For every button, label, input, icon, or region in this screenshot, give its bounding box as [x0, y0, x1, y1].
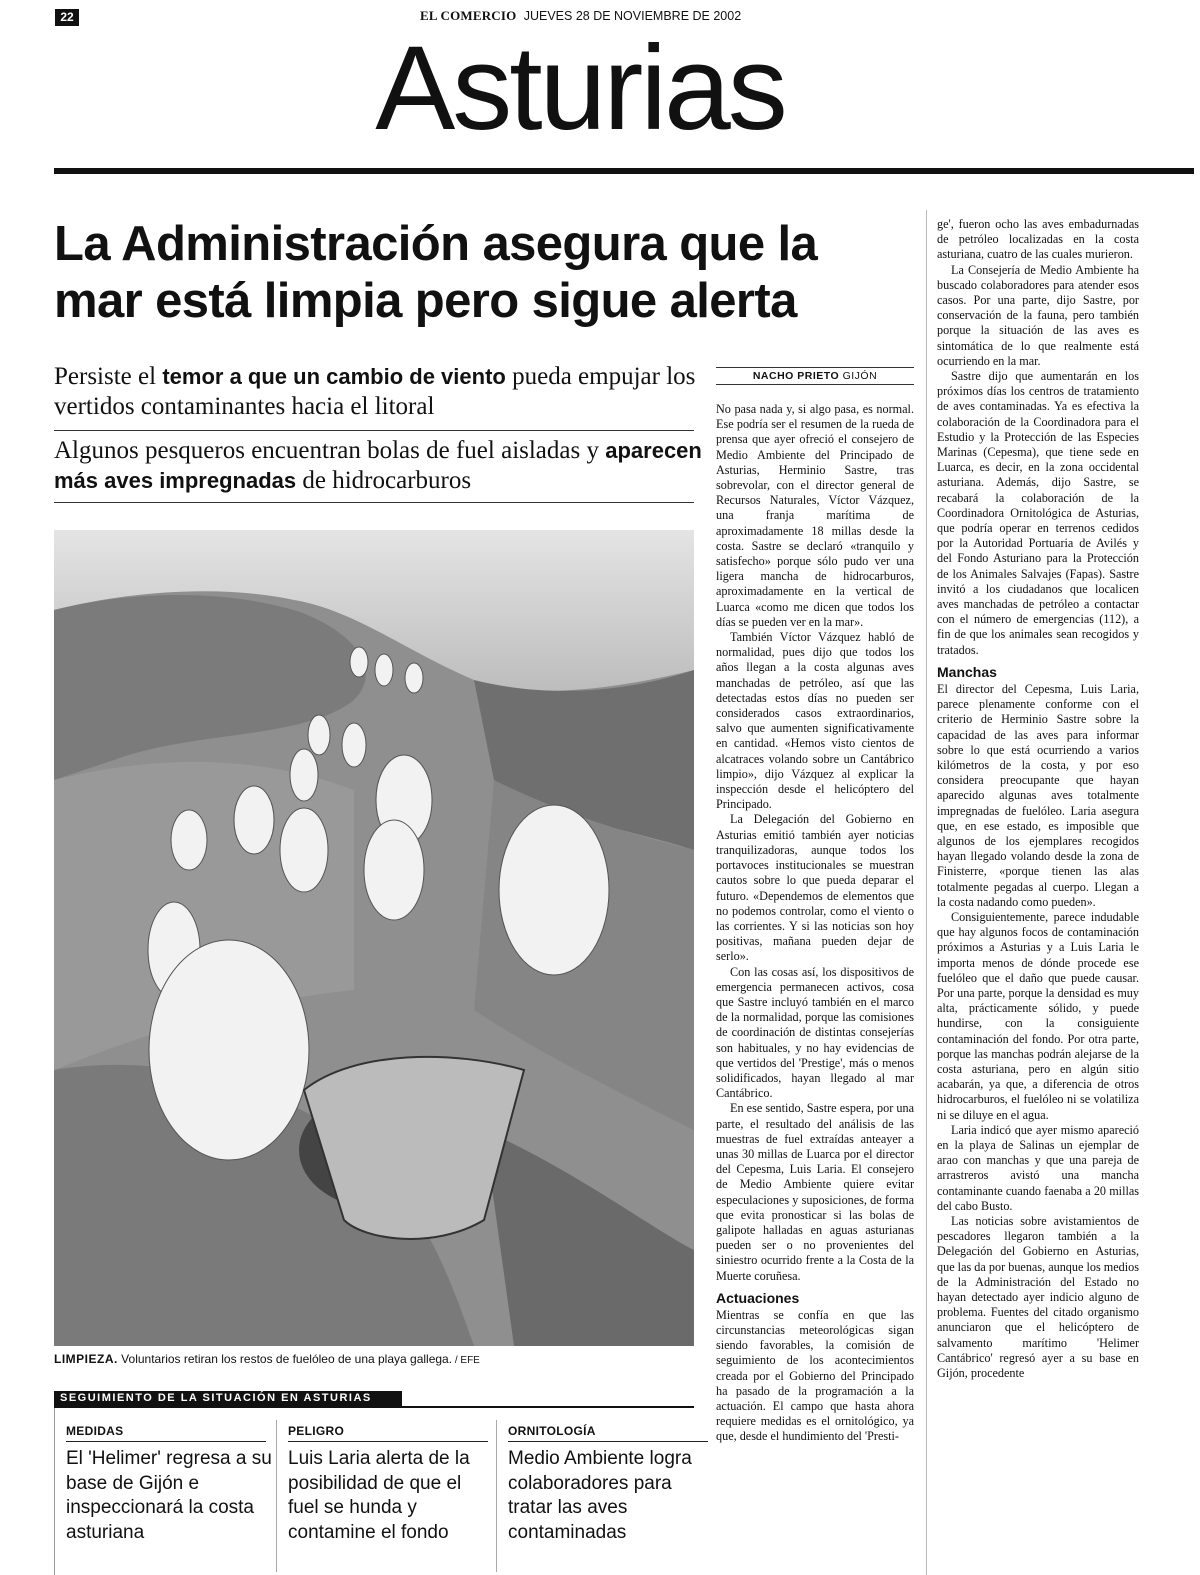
subheadline-divider	[54, 430, 694, 431]
photo-illustration	[54, 530, 694, 1346]
article-column-2	[937, 217, 1139, 1575]
related-item-kicker: MEDIDAS	[66, 1424, 266, 1442]
section-rule	[54, 168, 1194, 174]
related-item-peligro[interactable]	[288, 1424, 500, 1545]
subhead-manchas: Manchas	[937, 663, 997, 680]
column-rule	[926, 210, 927, 1575]
subhead-actuaciones: Actuaciones	[716, 1289, 800, 1306]
section-title: Asturias	[375, 21, 785, 155]
subheadline-2: Algunos pesqueros encuentran bolas de fuel aisladas y aparecen más aves impregnadas de hidrocarburos	[54, 437, 702, 494]
body-paragraph: Sastre dijo que aumentarán en los próximos días los centros de tratamiento de aves contaminadas. Ya es efectiva la colaboración de la Coordinadora para el Estudio y la Protección de las Especies Marinas (Cepesma), que tiene sede en Luarca, es decir, en la zona occidental asturiana. Además, dijo Sastre, se recabará la colaboración de la Coordinadora Ornitológica de Asturias, que podría operar en terrenos cedidos por la Autoridad Portuaria de Avilés y del Fondo Asturiano para la Protección de los Animales Salvajes (Fapas). Sastre invitó a los ciudadanos que localicen aves manchadas de petróleo a contactar con el número de emergencias (112), a fin de que los animales sean recogidos y tratados.	[937, 369, 1139, 657]
body-paragraph: En ese sentido, Sastre espera, por una parte, el resultado del análisis de las muestras de fuel extraídas anteayer a unas 30 millas de Luarca por el director del Cepesma, Luis Laria. El consejero de Medio Ambiente quiere evitar especulaciones y suposiciones, de forma que evita pronosticar si las bolas de galipote halladas en aguas asturianas pueden ser o no provenientes del siniestro ocurrido frente a la Costa de la Muerte coruñesa.	[716, 1101, 914, 1283]
related-item-kicker: ORNITOLOGÍA	[508, 1424, 708, 1442]
related-box-divider	[496, 1420, 497, 1572]
news-photo	[54, 530, 694, 1346]
article-headline: La Administración asegura que la mar está limpia pero sigue alerta	[54, 217, 818, 328]
body-paragraph: No pasa nada y, si algo pasa, es normal. Ese podría ser el resumen de la rueda de prensa que ayer ofreció el consejero de Medio Ambiente del Principado de Asturias, Herminio Sastre, tras sobrevolar, con el director general de Recursos Naturales, Víctor Vázquez, una franja marítima de aproximadamente 18 millas desde la costa. Sastre se declaró «tranquilo y satisfecho» porque sólo pudo ver una ligera mancha de hidrocarburos, aproximadamente en la vertical de Luarca «como me dicen que todos los días se pueden ver en la mar».	[716, 402, 914, 629]
subheadline-bottom-rule	[54, 502, 694, 503]
related-item-ornitologia[interactable]	[508, 1424, 720, 1545]
byline	[716, 367, 914, 385]
body-paragraph: Las noticias sobre avistamientos de pescadores llegaron también a la Delegación del Gobierno en Asturias, que las da por buenas, aunque los medios de la Administración del Estado no hayan detectado ayer indicio alguno de problema. Fuentes del citado organismo anunciaron que el helicóptero de salvamento marítimo 'Helimer Cantábrico' regresó ayer a su base en Gijón, procedente	[937, 1214, 1139, 1381]
body-paragraph: El director del Cepesma, Luis Laria, parece plenamente conforme con el criterio de Herminio Sastre sobre la capacidad de las aves para informar sobre lo que está ocurriendo a varios kilómetros de la costa, y por eso considera preocupante que hayan aparecido algunas aves totalmente impregnadas de fuelóleo. Laria asegura que, en ese estado, es imposible que algunos de los ejemplares recogidos hayan llegado volando desde la zona de Finisterre, «porque tienen las alas totalmente pegadas al cuerpo. Llegan a la costa nadando como pueden».	[937, 681, 1139, 909]
related-item-title[interactable]: Luis Laria alerta de la posibilidad de que el fuel se hunda y contamine el fondo	[288, 1448, 470, 1543]
body-paragraph: También Víctor Vázquez habló de normalidad, pues dijo que todos los años llegan a la costa algunas aves manchadas de petróleo, así que las detectadas estos días no pueden ser considerados casos extraordinarios, salvo que aumenten significativamente en cantidad. «Hemos visto cientos de alcatraces volando sobre un Cantábrico limpio», dijo Vázquez al explicar la inspección desde el helicóptero del Principado.	[716, 630, 914, 812]
caption-text: Voluntarios retiran los restos de fuelóleo de una playa gallega.	[117, 1352, 453, 1366]
subheadline-1-emphasis: temor a que un cambio de viento	[162, 364, 506, 389]
related-box-divider	[276, 1420, 277, 1572]
article-column-1	[716, 402, 914, 1575]
byline-author: NACHO PRIETO	[752, 370, 840, 382]
subheadline-1: Persiste el temor a que un cambio de viento pueda empujar los vertidos contaminantes hacia el litoral	[54, 363, 696, 420]
related-item-kicker: PELIGRO	[288, 1424, 488, 1442]
related-item-title[interactable]: El 'Helimer' regresa a su base de Gijón e inspeccionará la costa asturiana	[66, 1448, 272, 1543]
subheadline-2-emphasis: aparecen más aves impregnadas	[54, 438, 702, 493]
body-paragraph: Mientras se confía en que las circunstancias meteorológicas sigan siendo favorables, la comisión de seguimiento de los acontecimientos creada por el Gobierno del Principado ha pasado de la programación a la actuación. El campo que hasta ahora requiere medidas es el ornitológico, ya que, desde el hundimiento del 'Presti-	[716, 1307, 914, 1444]
related-box-label: SEGUIMIENTO DE LA SITUACIÓN EN ASTURIAS	[54, 1391, 402, 1406]
caption-credit: / EFE	[452, 1355, 480, 1366]
caption-label: LIMPIEZA.	[54, 1352, 118, 1366]
byline-place: GIJÓN	[842, 370, 878, 382]
body-paragraph: La Consejería de Medio Ambiente ha buscado colaboradores para atender esos casos. Por una parte, dijo Sastre, por conservación de la fauna, pero también porque la situación de las aves es sintomática de lo que realmente está ocurriendo en la mar.	[937, 262, 1139, 368]
body-paragraph: Laria indicó que ayer mismo apareció en la playa de Salinas un ejemplar de arao con manchas y que una pareja de arrastreros avistó una mancha contaminante cuando faenaba a 20 millas del cabo Busto.	[937, 1122, 1139, 1213]
newspaper-name: EL COMERCIO	[420, 8, 517, 23]
body-paragraph: La Delegación del Gobierno en Asturias emitió también ayer noticias tranquilizadoras, aunque todos los portavoces institucionales se muestran cautos sobre lo que pueda deparar el futuro. «Dependemos de elementos que no podemos controlar, como el viento o las corrientes. Y si las noticias son hoy positivas, mañana pueden dejar de serlo».	[716, 812, 914, 964]
issue-date: JUEVES 28 DE NOVIEMBRE DE 2002	[523, 9, 742, 23]
photo-caption	[54, 1352, 694, 1366]
body-paragraph: Consiguientemente, parece indudable que hay algunos focos de contaminación próximos a Asturias y a Luis Laria le importa menos de dónde procede ese fuelóleo que el daño que puede causar. Por una parte, porque la densidad es muy alta, prácticamente sólido, y puede hundirse, con la consiguiente contaminación del fondo. Por otra parte, porque las manchas podrán alejarse de la costa asturiana, pero en algún sitio acabarán, ya que, a diferencia de otros hidrocarburos, el fuelóleo ni se volatiliza ni se diluye en el agua.	[937, 909, 1139, 1122]
related-item-medidas[interactable]	[66, 1424, 278, 1545]
body-paragraph: Con las cosas así, los dispositivos de emergencia permanecen activos, cosa que Sastre incluyó también en el marco de la normalidad, porque las comisiones de coordinación de distintas consejerías son habituales, y no hay evidencias de que vertidos del 'Prestige', más o menos solidificados, hayan llegado al mar Cantábrico.	[716, 964, 914, 1101]
body-paragraph: ge', fueron ocho las aves embadurnadas de petróleo localizadas en la costa asturiana, cuatro de las cuales murieron.	[937, 217, 1139, 262]
page-number: 22	[55, 9, 79, 26]
related-item-title[interactable]: Medio Ambiente logra colaboradores para tratar las aves contaminadas	[508, 1448, 692, 1543]
